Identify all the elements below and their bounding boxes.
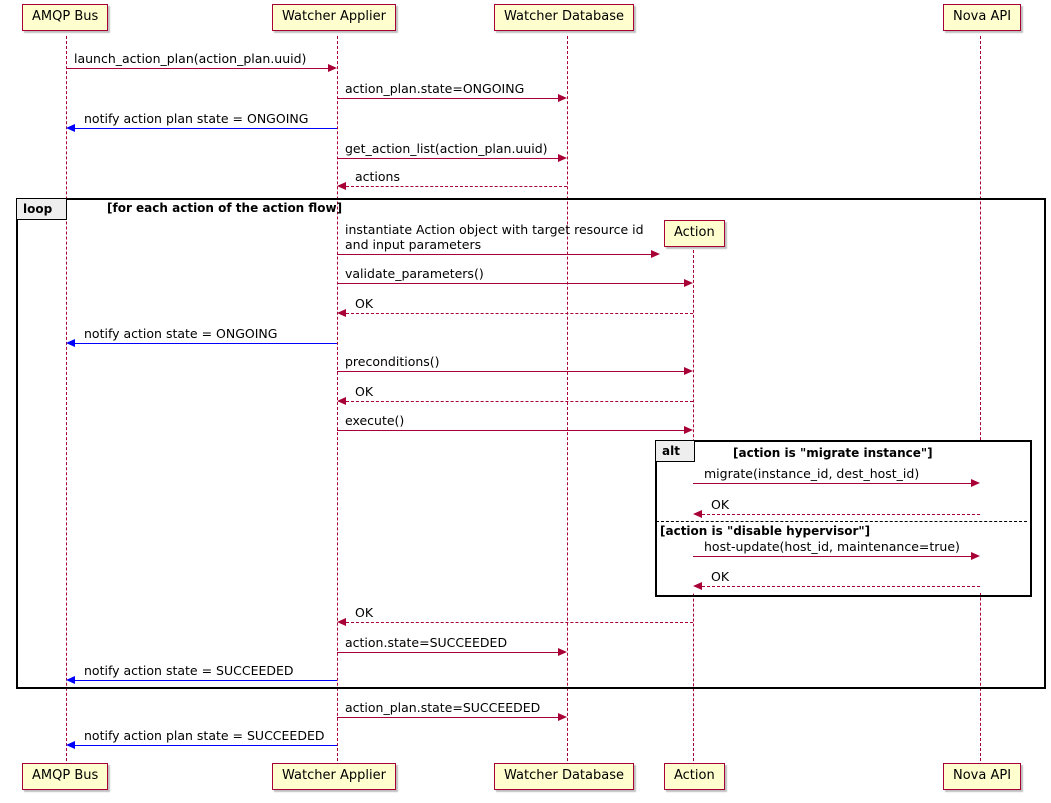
message-label-action-state-succeeded: action.state=SUCCEEDED [345,635,508,650]
participant-label: Nova API [953,9,1012,24]
message-label-ok-execute: OK [355,605,374,620]
message-label-action-plan-state-succeeded: action_plan.state=SUCCEEDED [345,700,541,715]
message-label-validate-parameters: validate_parameters() [345,266,484,281]
alt-condition: [action is "migrate instance"] [733,446,933,460]
participant-label: Action [674,225,715,240]
loop-condition: [for each action of the action flow] [107,201,343,215]
participant-watcher-applier-top [272,4,396,31]
message-label-ok-host-update: OK [711,569,730,584]
alt-frame-tab [656,441,695,462]
message-arrowhead-host-update [971,552,980,560]
message-arrow-ok-validate [346,313,693,314]
participant-label: Nova API [953,768,1012,783]
message-arrowhead-ok-execute [337,618,346,626]
message-arrowhead-migrate [971,479,980,487]
message-arrow-instantiate-action [337,254,651,255]
message-arrow-action-plan-state-succeeded [337,717,558,718]
message-label-preconditions: preconditions() [345,354,440,369]
participant-amqp-bus-bottom [22,763,108,790]
message-arrowhead-notify-action-succeeded [66,676,75,684]
loop-label: loop [23,202,53,216]
message-label-host-update: host-update(host_id, maintenance=true) [704,539,960,554]
message-arrowhead-ok-host-update [693,582,702,590]
message-arrowhead-notify-plan-succeeded [66,741,75,749]
message-arrow-notify-action-succeeded [75,680,337,681]
participant-label: Watcher Applier [282,9,386,24]
message-arrowhead-actions-return [337,182,346,190]
message-arrow-preconditions [337,371,684,372]
message-label-execute: execute() [345,413,405,428]
participant-watcher-applier-bottom [272,763,396,790]
message-arrow-notify-plan-succeeded [75,745,337,746]
alt-else-condition: [action is "disable hypervisor"] [660,524,871,538]
message-arrow-ok-host-update [702,586,980,587]
participant-label: Action [674,768,715,783]
message-arrowhead-launch-action-plan [328,64,337,72]
participant-action-bottom [664,763,725,790]
message-arrowhead-execute [684,426,693,434]
message-label-notify-plan-succeeded: notify action plan state = SUCCEEDED [84,728,325,743]
message-label-launch-action-plan: launch_action_plan(action_plan.uuid) [74,51,307,66]
message-label-notify-plan-ongoing: notify action plan state = ONGOING [84,111,309,126]
participant-amqp-bus-top [22,4,108,31]
message-label-actions-return: actions [355,169,400,184]
message-arrowhead-ok-migrate [693,510,702,518]
message-arrowhead-get-action-list [558,154,567,162]
message-arrowhead-action-state-succeeded [558,648,567,656]
participant-nova-api-top [943,4,1021,31]
alt-frame-divider [656,521,1027,522]
message-arrow-actions-return [346,186,567,187]
message-arrowhead-preconditions [684,367,693,375]
message-label-ok-preconditions: OK [355,384,374,399]
message-arrowhead-instantiate-action [651,250,660,258]
participant-watcher-database-bottom [494,763,634,790]
message-arrow-action-plan-state-ongoing [337,98,558,99]
message-arrowhead-notify-action-ongoing [66,339,75,347]
participant-label: Watcher Applier [282,768,386,783]
message-arrow-action-state-succeeded [337,652,558,653]
message-arrowhead-action-plan-state-succeeded [558,713,567,721]
message-arrow-notify-action-ongoing [75,343,337,344]
message-arrow-get-action-list [337,158,558,159]
message-arrow-notify-plan-ongoing [75,128,337,129]
message-arrowhead-validate-parameters [684,279,693,287]
message-label-ok-migrate: OK [711,497,730,512]
loop-frame-tab [17,199,67,220]
message-label-instantiate-action-line2: and input parameters [345,237,482,252]
message-arrow-migrate [693,483,971,484]
message-arrow-validate-parameters [337,283,684,284]
message-label-action-plan-state-ongoing: action_plan.state=ONGOING [345,81,525,96]
message-label-notify-action-succeeded: notify action state = SUCCEEDED [84,663,294,678]
participant-label: Watcher Database [504,9,624,24]
message-arrow-execute [337,430,684,431]
message-label-instantiate-action: instantiate Action object with target resource id [345,222,644,237]
alt-label: alt [662,444,680,458]
message-arrow-ok-execute [346,622,693,623]
participant-label: AMQP Bus [32,9,99,24]
message-arrow-host-update [693,556,971,557]
message-label-notify-action-ongoing: notify action state = ONGOING [84,326,278,341]
message-label-migrate: migrate(instance_id, dest_host_id) [704,466,920,481]
message-arrowhead-action-plan-state-ongoing [558,94,567,102]
message-arrowhead-ok-preconditions [337,397,346,405]
participant-label: Watcher Database [504,768,624,783]
message-arrow-ok-migrate [702,514,980,515]
participant-action-created [664,220,725,247]
participant-watcher-database-top [494,4,634,31]
message-label-get-action-list: get_action_list(action_plan.uuid) [345,141,548,156]
message-arrow-ok-preconditions [346,401,693,402]
message-arrow-launch-action-plan [66,68,328,69]
message-label-ok-validate: OK [355,296,374,311]
message-arrowhead-ok-validate [337,309,346,317]
participant-nova-api-bottom [943,763,1021,790]
participant-label: AMQP Bus [32,768,99,783]
message-arrowhead-notify-plan-ongoing [66,124,75,132]
